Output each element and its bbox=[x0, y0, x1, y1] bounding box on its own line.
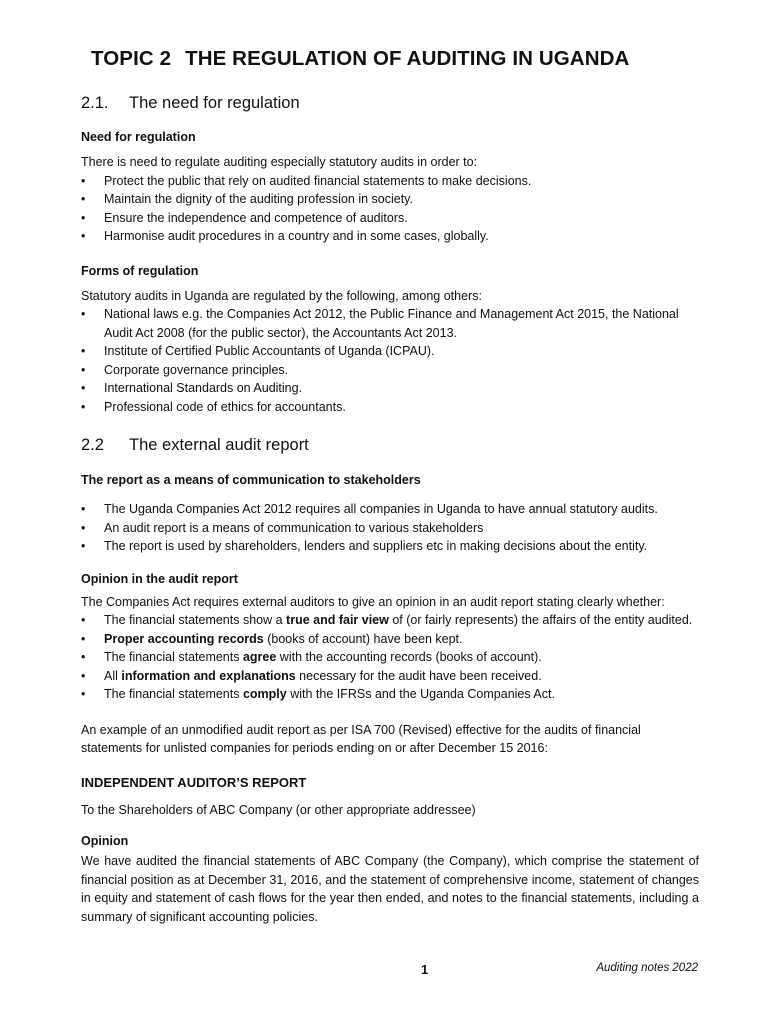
footer-notes: Auditing notes 2022 bbox=[596, 962, 698, 974]
document-page bbox=[81, 42, 699, 926]
list-item: • An audit report is a means of communication to various stakeholders bbox=[81, 519, 699, 538]
need-intro: There is need to regulate auditing especially statutory audits in order to: bbox=[81, 155, 478, 169]
list-item: • The financial statements comply with the IFRSs and the Uganda Companies Act. bbox=[81, 685, 699, 704]
addressee-line: To the Shareholders of ABC Company (or other appropriate addressee) bbox=[81, 802, 476, 817]
page-title bbox=[91, 42, 699, 76]
topic-label: TOPIC 2 bbox=[91, 47, 172, 70]
list-item: • The Uganda Companies Act 2012 requires all companies in Uganda to have annual statutory audits. bbox=[81, 500, 699, 519]
section-title: The need for regulation bbox=[129, 94, 300, 112]
need-list bbox=[81, 172, 699, 246]
list-item: • Protect the public that rely on audited financial statements to make decisions. bbox=[81, 172, 699, 191]
list-item: • Professional code of ethics for accountants. bbox=[81, 398, 699, 417]
independent-auditors-report-title: INDEPENDENT AUDITOR’S REPORT bbox=[81, 774, 307, 790]
list-item: • Proper accounting records (books of account) have been kept. bbox=[81, 630, 699, 649]
opinion-in-report-heading: Opinion in the audit report bbox=[81, 571, 238, 586]
opinion-list bbox=[81, 611, 699, 704]
list-item: • Ensure the independence and competence of auditors. bbox=[81, 209, 699, 228]
list-item: • Harmonise audit procedures in a country and in some cases, globally. bbox=[81, 227, 699, 246]
page-footer bbox=[81, 962, 699, 980]
list-item: • The financial statements agree with the accounting records (books of account). bbox=[81, 648, 699, 667]
list-item: • Corporate governance principles. bbox=[81, 361, 699, 380]
list-item: • Maintain the dignity of the auditing profession in society. bbox=[81, 190, 699, 209]
section-number: 2.1. bbox=[81, 94, 109, 112]
section-number: 2.2 bbox=[81, 436, 104, 454]
list-item: • All information and explanations necessary for the audit have been received. bbox=[81, 667, 699, 686]
example-paragraph: An example of an unmodified audit report as per ISA 700 (Revised) effective for the audits of financial statements for unlisted companies for periods ending on or after December 15 2016: bbox=[81, 722, 641, 755]
list-item: • The report is used by shareholders, lenders and suppliers etc in making decisions about the entity. bbox=[81, 537, 699, 556]
report-list bbox=[81, 500, 699, 556]
section-2-2-heading bbox=[81, 434, 699, 456]
report-communication-heading: The report as a means of communication to stakeholders bbox=[81, 473, 421, 487]
need-for-regulation-heading: Need for regulation bbox=[81, 130, 196, 144]
list-item: • International Standards on Auditing. bbox=[81, 379, 699, 398]
list-item: • Institute of Certified Public Accountants of Uganda (ICPAU). bbox=[81, 342, 699, 361]
topic-title: THE REGULATION OF AUDITING IN UGANDA bbox=[185, 47, 630, 70]
opinion-heading: Opinion bbox=[81, 834, 129, 848]
opinion-paragraph: We have audited the financial statements of ABC Company (the Company), which comprise the statement of financial position as at December 31, 2016, and the statement of comprehensive income, statement of changes in equity and statement of cash flows for the year then ended, and notes to the financial statements, including a summary of significant accounting policies. bbox=[81, 854, 699, 924]
section-2-1-heading bbox=[81, 92, 699, 114]
list-item: • National laws e.g. the Companies Act 2012, the Public Finance and Management Act 2015, the National Audit Act 2008 (for the public sector), the Accountants Act 2013. bbox=[81, 305, 699, 342]
forms-intro: Statutory audits in Uganda are regulated by the following, among others: bbox=[81, 288, 482, 303]
list-item: • The financial statements show a true and fair view of (or fairly represents) the affairs of the entity audited. bbox=[81, 611, 699, 630]
forms-list bbox=[81, 305, 699, 416]
forms-of-regulation-heading: Forms of regulation bbox=[81, 263, 199, 278]
page-number: 1 bbox=[421, 962, 429, 977]
opinion-intro: The Companies Act requires external auditors to give an opinion in an audit report stating clearly whether: bbox=[81, 594, 665, 609]
section-title: The external audit report bbox=[129, 436, 309, 454]
